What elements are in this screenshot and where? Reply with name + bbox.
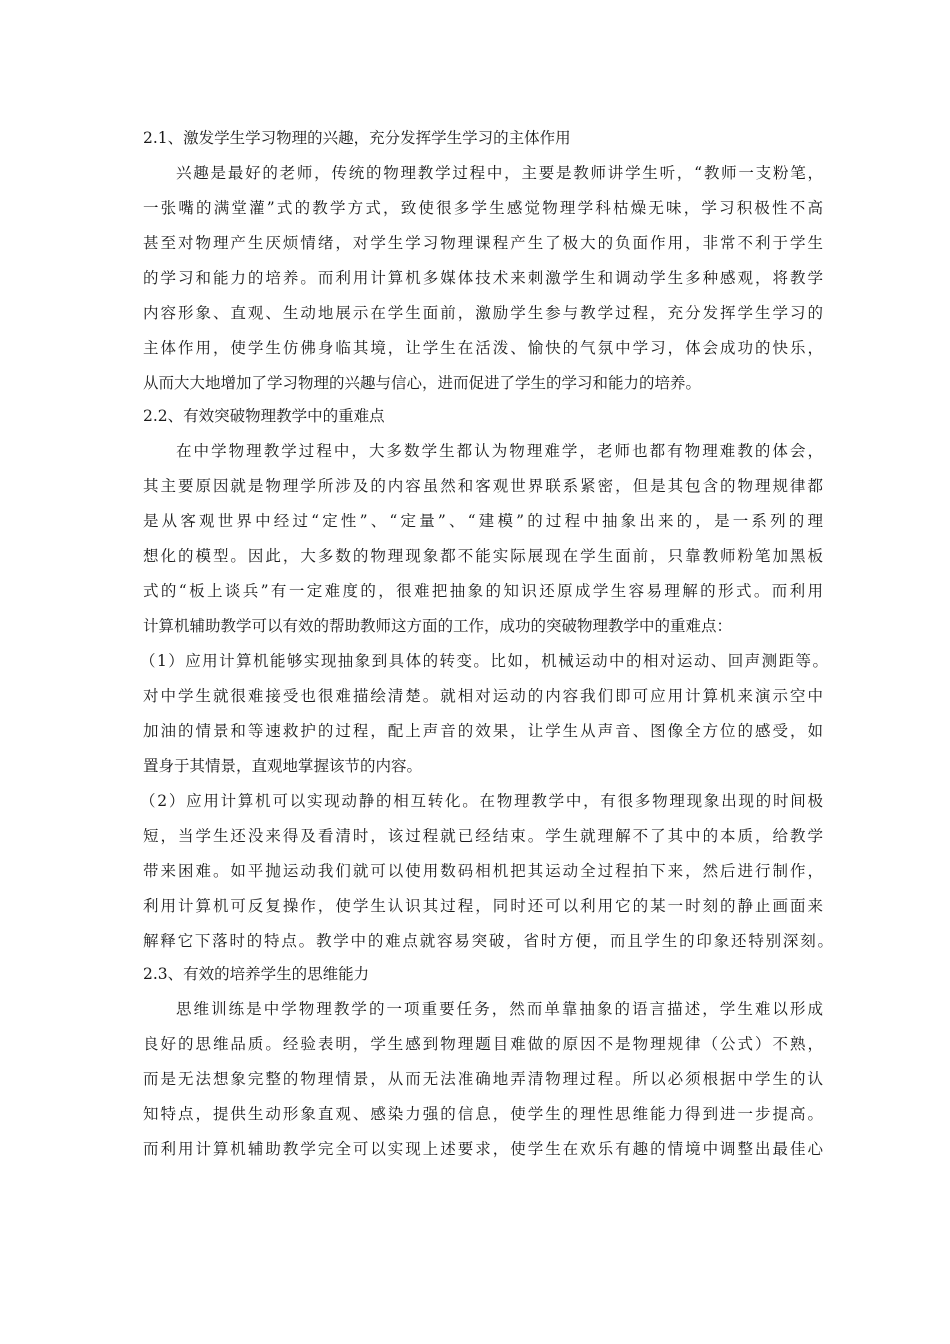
list-item-2-line: 短，当学生还没来得及看清时，该过程就已经结束。学生就理解不了其中的本质，给教学 xyxy=(143,827,823,845)
paragraph-line: 在中学物理教学过程中，大多数学生都认为物理难学，老师也都有物理难教的体会， xyxy=(176,442,823,460)
list-item-1-line: 加油的情景和等速救护的过程，配上声音的效果，让学生从声音、图像全方位的感受，如 xyxy=(143,722,823,740)
paragraph-line: 一张嘴的满堂灌”式的教学方式，致使很多学生感觉物理学科枯燥无味，学习积极性不高 xyxy=(143,199,823,217)
list-item-1-line: （1）应用计算机能够实现抽象到具体的转变。比如，机械运动中的相对运动、回声测距等。 xyxy=(140,652,828,670)
list-item-2-line: （2）应用计算机可以实现动静的相互转化。在物理教学中，有很多物理现象出现的时间极 xyxy=(140,792,823,810)
paragraph-line: 其主要原因就是物理学所涉及的内容虽然和客观世界联系紧密，但是其包含的物理规律都 xyxy=(143,477,823,495)
section-2-2-heading: 2.2、有效突破物理教学中的重难点 xyxy=(143,407,385,425)
paragraph-line: 思维训练是中学物理教学的一项重要任务，然而单靠抽象的语言描述，学生难以形成 xyxy=(176,1000,823,1018)
paragraph-line: 式的“板上谈兵”有一定难度的，很难把抽象的知识还原成学生容易理解的形式。而利用 xyxy=(143,582,823,600)
paragraph-line: 计算机辅助教学可以有效的帮助教师这方面的工作，成功的突破物理教学中的重难点： xyxy=(143,617,733,635)
paragraph-line: 兴趣是最好的老师，传统的物理教学过程中，主要是教师讲学生听，“教师一支粉笔， xyxy=(176,164,823,182)
paragraph-line: 而利用计算机辅助教学完全可以实现上述要求，使学生在欢乐有趣的情境中调整出最佳心 xyxy=(143,1140,823,1158)
list-item-1-line: 对中学生就很难接受也很难描绘清楚。就相对运动的内容我们即可应用计算机来演示空中 xyxy=(143,687,823,705)
list-item-2-line: 解释它下落时的特点。教学中的难点就容易突破，省时方便，而且学生的印象还特别深刻。 xyxy=(143,932,833,950)
paragraph-line: 从而大大地增加了学习物理的兴趣与信心，进而促进了学生的学习和能力的培养。 xyxy=(143,374,702,392)
paragraph-line: 的学习和能力的培养。而利用计算机多媒体技术来刺激学生和调动学生多种感观，将教学 xyxy=(143,269,823,287)
paragraph-line: 良好的思维品质。经验表明，学生感到物理题目难做的原因不是物理规律（公式）不熟， xyxy=(143,1035,823,1053)
paragraph-line: 主体作用，使学生仿佛身临其境，让学生在活泼、愉快的气氛中学习，体会成功的快乐， xyxy=(143,339,823,357)
list-item-2-line: 利用计算机可反复操作，使学生认识其过程，同时还可以利用它的某一时刻的静止画面来 xyxy=(143,897,823,915)
paragraph-line: 内容形象、直观、生动地展示在学生面前，激励学生参与教学过程，充分发挥学生学习的 xyxy=(143,304,823,322)
paragraph-line: 想化的模型。因此，大多数的物理现象都不能实际展现在学生面前，只靠教师粉笔加黑板 xyxy=(143,547,823,565)
list-item-1-line: 置身于其情景，直观地掌握该节的内容。 xyxy=(143,757,423,775)
paragraph-line: 甚至对物理产生厌烦情绪，对学生学习物理课程产生了极大的负面作用，非常不利于学生 xyxy=(143,234,823,252)
paragraph-line: 知特点，提供生动形象直观、感染力强的信息，使学生的理性思维能力得到进一步提高。 xyxy=(143,1105,823,1123)
section-2-1-heading: 2.1、激发学生学习物理的兴趣，充分发挥学生学习的主体作用 xyxy=(143,129,571,147)
paragraph-line: 而是无法想象完整的物理情景，从而无法准确地弄清物理过程。所以必须根据中学生的认 xyxy=(143,1070,823,1088)
section-2-3-heading: 2.3、有效的培养学生的思维能力 xyxy=(143,965,370,983)
list-item-2-line: 带来困难。如平抛运动我们就可以使用数码相机把其运动全过程拍下来，然后进行制作， xyxy=(143,862,823,880)
paragraph-line: 是从客观世界中经过“定性”、“定量”、“建模”的过程中抽象出来的，是一系列的理 xyxy=(143,512,823,530)
